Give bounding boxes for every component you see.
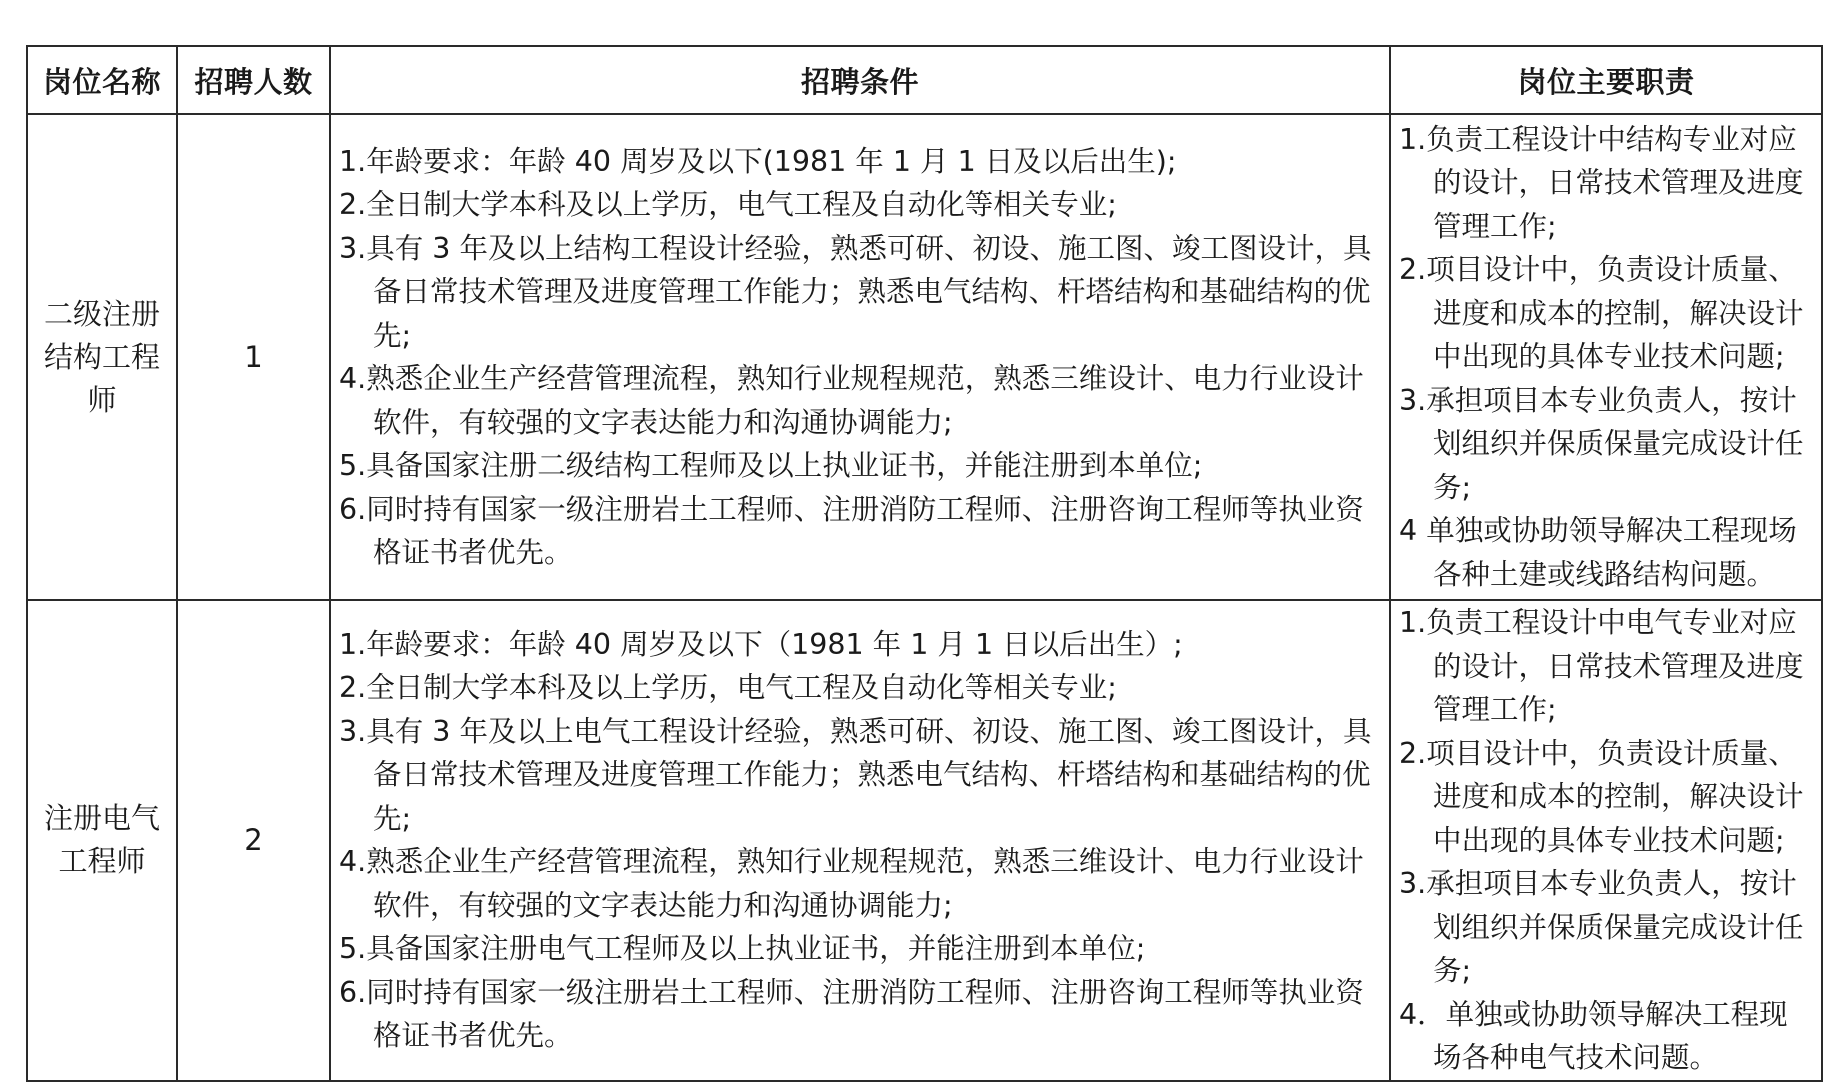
duty-item: 3.承担项目本专业负责人，按计划组织并保质保量完成设计任务; (1399, 867, 1804, 987)
header-position-name: 岗位名称 (27, 46, 177, 114)
requirement-item: 4.熟悉企业生产经营管理流程，熟知行业规程规范，熟悉三维设计、电力行业设计软件，有较强的文字表达能力和沟通协调能力; (339, 845, 1364, 922)
requirements-cell (330, 114, 1390, 600)
position-name-cell: 注册电气工程师 (27, 600, 177, 1081)
requirements-cell (330, 600, 1390, 1081)
table-row (27, 600, 1822, 1081)
headcount-cell: 1 (177, 114, 330, 600)
duty-item: 2.项目设计中，负责设计质量、进度和成本的控制，解决设计中出现的具体专业技术问题; (1399, 253, 1804, 374)
requirement-item: 3.具有 3 年及以上结构工程设计经验，熟悉可研、初设、施工图、竣工图设计，具备日常技术管理及进度管理工作能力；熟悉电气结构、杆塔结构和基础结构的优先; (339, 231, 1372, 352)
requirement-item: 4.熟悉企业生产经营管理流程，熟知行业规程规范，熟悉三维设计、电力行业设计软件，有较强的文字表达能力和沟通协调能力; (339, 362, 1364, 439)
table-header-row (27, 46, 1822, 114)
requirement-item: 1.年龄要求：年龄 40 周岁及以下（1981 年 1 月 1 日以后出生）; (339, 627, 1183, 661)
header-headcount: 招聘人数 (177, 46, 330, 114)
requirement-item: 1.年龄要求：年龄 40 周岁及以下(1981 年 1 月 1 日及以后出生); (339, 144, 1177, 178)
position-name-cell: 二级注册结构工程师 (27, 114, 177, 600)
duty-item: 1.负责工程设计中结构专业对应的设计，日常技术管理及进度管理工作; (1399, 122, 1804, 243)
requirement-item: 2.全日制大学本科及以上学历，电气工程及自动化等相关专业; (339, 188, 1117, 221)
requirement-item: 5.具备国家注册二级结构工程师及以上执业证书，并能注册到本单位; (339, 449, 1203, 482)
requirement-item: 6.同时持有国家一级注册岩土工程师、注册消防工程师、注册咨询工程师等执业资格证书者优先。 (339, 492, 1364, 569)
duty-item: 2.项目设计中，负责设计质量、进度和成本的控制，解决设计中出现的具体专业技术问题; (1399, 736, 1804, 857)
header-requirements: 招聘条件 (330, 46, 1390, 114)
duties-cell (1390, 114, 1822, 600)
recruitment-table (26, 45, 1823, 1082)
requirement-item: 5.具备国家注册电气工程师及以上执业证书，并能注册到本单位; (339, 932, 1146, 966)
requirement-item: 2.全日制大学本科及以上学历，电气工程及自动化等相关专业; (339, 671, 1117, 705)
duty-item: 3.承担项目本专业负责人，按计划组织并保质保量完成设计任务; (1399, 383, 1804, 504)
duty-item: 4．单独或协助领导解决工程现场各种电气技术问题。 (1399, 997, 1788, 1074)
duty-item: 4 单独或协助领导解决工程现场各种土建或线路结构问题。 (1399, 514, 1797, 591)
table-row (27, 114, 1822, 600)
requirement-item: 6.同时持有国家一级注册岩土工程师、注册消防工程师、注册咨询工程师等执业资格证书者优先。 (339, 975, 1364, 1053)
duties-cell (1390, 600, 1822, 1081)
requirement-item: 3.具有 3 年及以上电气工程设计经验，熟悉可研、初设、施工图、竣工图设计，具备日常技术管理及进度管理工作能力；熟悉电气结构、杆塔结构和基础结构的优先; (339, 714, 1372, 835)
header-duties: 岗位主要职责 (1390, 46, 1822, 114)
headcount-cell: 2 (177, 600, 330, 1081)
duty-item: 1.负责工程设计中电气专业对应的设计，日常技术管理及进度管理工作; (1399, 606, 1804, 726)
